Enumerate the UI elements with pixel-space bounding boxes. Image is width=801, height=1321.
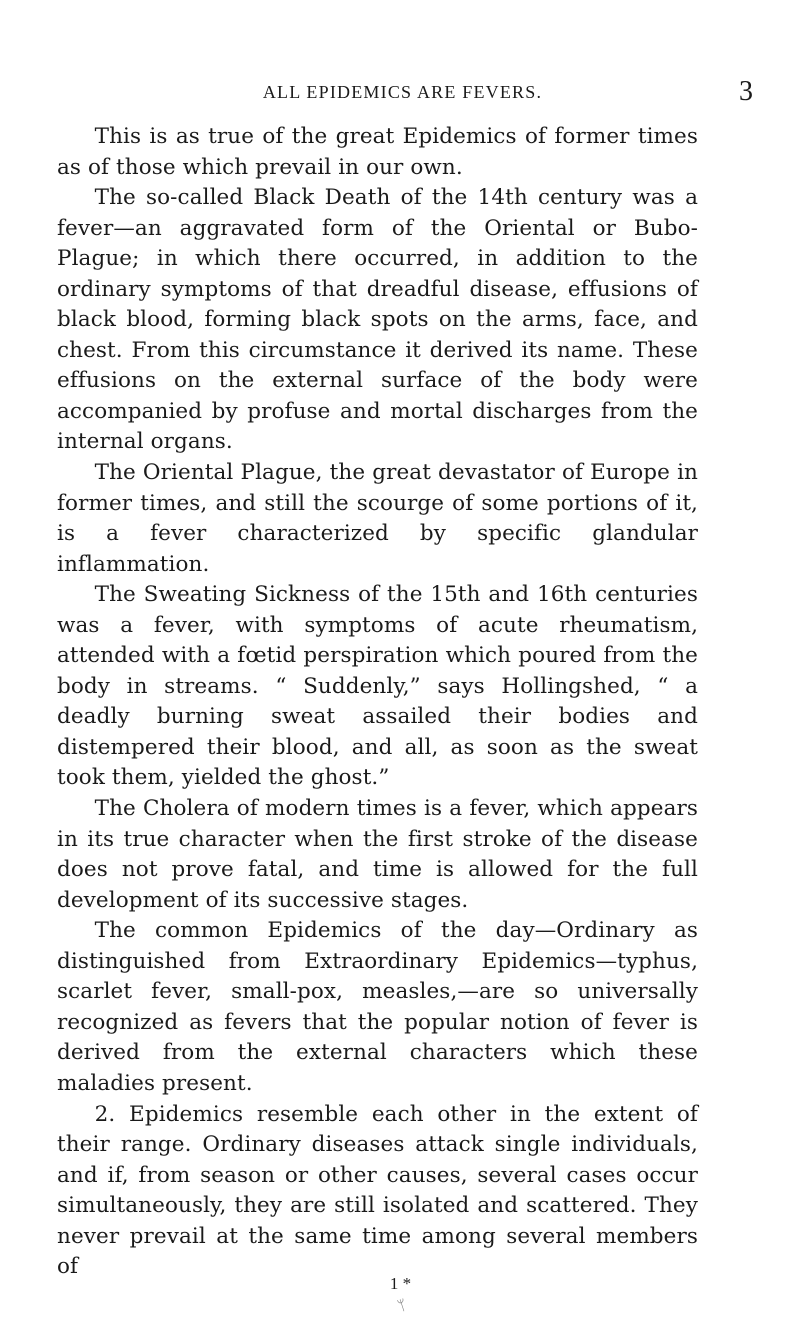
- paragraph-5: The Cholera of modern times is a fever, which appears in its true character when the first stroke of the disease does not prove fatal, and time is allowed for the full development of its successive stages.: [57, 796, 698, 913]
- paragraph-6: The common Epidemics of the day—Ordinary as distinguished from Extraordinary Epidemics—typhus, scarlet fever, small-pox, measles,—are so universally recognized as fevers that the popular notion of fever is derived from the external characters which these maladies present.: [57, 918, 698, 1096]
- paragraph-4: The Sweating Sickness of the 15th and 16th centuries was a fever, with symptoms of acute rheumatism, attended with a fœtid perspiration which poured from the body in streams. “ Suddenly,” says Hollingshed, “ a deadly burning sweat assailed their bodies and distempered their blood, and all, as soon as the sweat took them, yielded the ghost.”: [57, 582, 698, 791]
- paragraph-3: The Oriental Plague, the great devastator of Europe in former times, and still the scourge of some portions of it, is a fever characterized by specific glandular inflammation.: [57, 460, 698, 577]
- page-header: [50, 76, 755, 108]
- signature-mark: 1 *: [389, 1274, 412, 1293]
- paragraph-7: 2. Epidemics resemble each other in the extent of their range. Ordinary diseases attack single individuals, and if, from season or other causes, several cases occur simultaneously, they are still isolated and scattered. They never prevail at the same time among several members of: [57, 1101, 698, 1280]
- body-text: [57, 122, 698, 1283]
- page-number: 3: [739, 76, 753, 107]
- paragraph-2: The so-called Black Death of the 14th century was a fever—an aggravated form of the Oriental or Bubo-Plague; in which there occurred, in addition to the ordinary symptoms of that dreadful disease, effusions of black blood, forming black spots on the arms, face, and chest. From this circumstance it derived its name. These effusions on the external surface of the body were accompanied by profuse and mortal discharges from the internal organs.: [57, 185, 698, 455]
- library-stamp: ᛘ: [395, 1297, 409, 1315]
- paragraph-1: This is as true of the great Epidemics of former times as of those which prevail in our own.: [57, 124, 698, 180]
- running-head: ALL EPIDEMICS ARE FEVERS.: [262, 82, 543, 102]
